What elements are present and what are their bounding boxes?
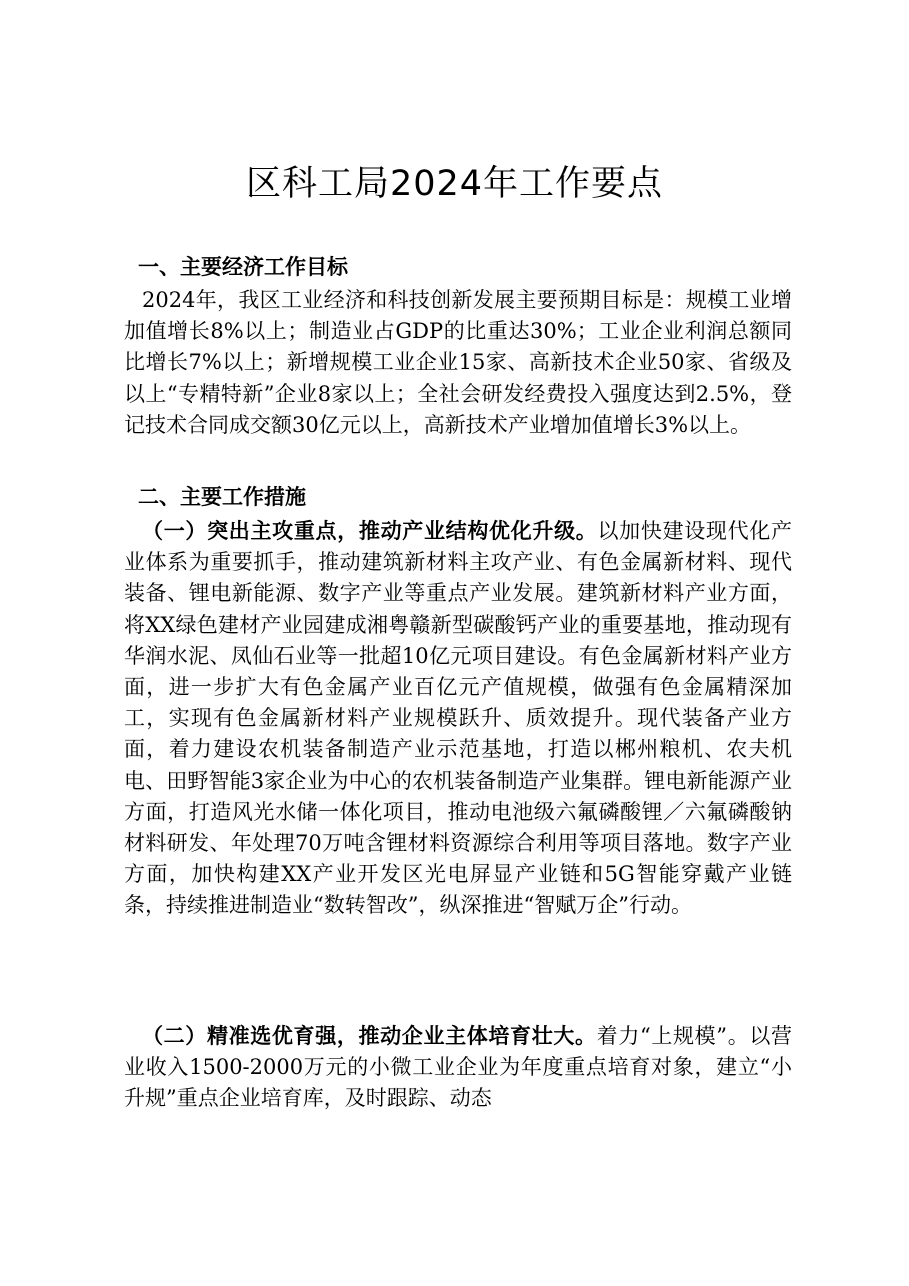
document-title: 区科工局2024年工作要点 [245, 164, 664, 204]
paragraph-enterprise-cultivation [124, 1021, 792, 1115]
section-heading-targets: 一、主要经济工作目标 [138, 255, 348, 279]
paragraph-body-enterprise-cultivation: 着力“上规模”。以营业收入1500-2000万元的小微工业企业为年度重点培育对象，建立“小升规”重点企业培育库，及时跟踪、动态 [124, 1024, 792, 1111]
paragraph-targets: 2024年，我区工业经济和科技创新发展主要预期目标是：规模工业增加值增长8%以上；制造业占GDP的比重达30%；工业企业利润总额同比增长7%以上；新增规模工业企业15家、高新技术企业50家、省级及以上“专精特新”企业8家以上；全社会研发经费投入强度达到2.5%，登记技术合同成交额30亿元以上，高新技术产业增加值增长3%以上。 [124, 288, 792, 437]
paragraph-body-industry-structure: 以加快建设现代化产业体系为重要抓手，推动建筑新材料主攻产业、有色金属新材料、现代装备、锂电新能源、数字产业等重点产业发展。建筑新材料产业方面，将XX绿色建材产业园建成湘粤赣新型碳酸钙产业的重要基地，推动现有华润水泥、凤仙石业等一批超10亿元项目建设。有色金属新材料产业方面，进一步扩大有色金属产业百亿元产值规模，做强有色金属精深加工，实现有色金属新材料产业规模跃升、质效提升。现代装备产业方面，着力建设农机装备制造产业示范基地，打造以郴州粮机、农夫机电、田野智能3家企业为中心的农机装备制造产业集群。锂电新能源产业方面，打造风光水储一体化项目，推动电池级六氟磷酸锂／六氟磷酸钠材料研发、年处理70万吨含锂材料资源综合利用等项目落地。数字产业方面，加快构建XX产业开发区光电屏显产业链和5G智能穿戴产业链条，持续推进制造业“数转智改”，纵深推进“智赋万企”行动。 [124, 519, 793, 918]
paragraph-industry-structure [124, 516, 792, 922]
paragraph-lead-industry-structure: （一）突出主攻重点，推动产业结构优化升级。 [142, 519, 598, 543]
paragraph-lead-enterprise-cultivation: （二）精准选优育强，推动企业主体培育壮大。 [142, 1024, 597, 1048]
section-heading-measures: 二、主要工作措施 [138, 485, 306, 509]
